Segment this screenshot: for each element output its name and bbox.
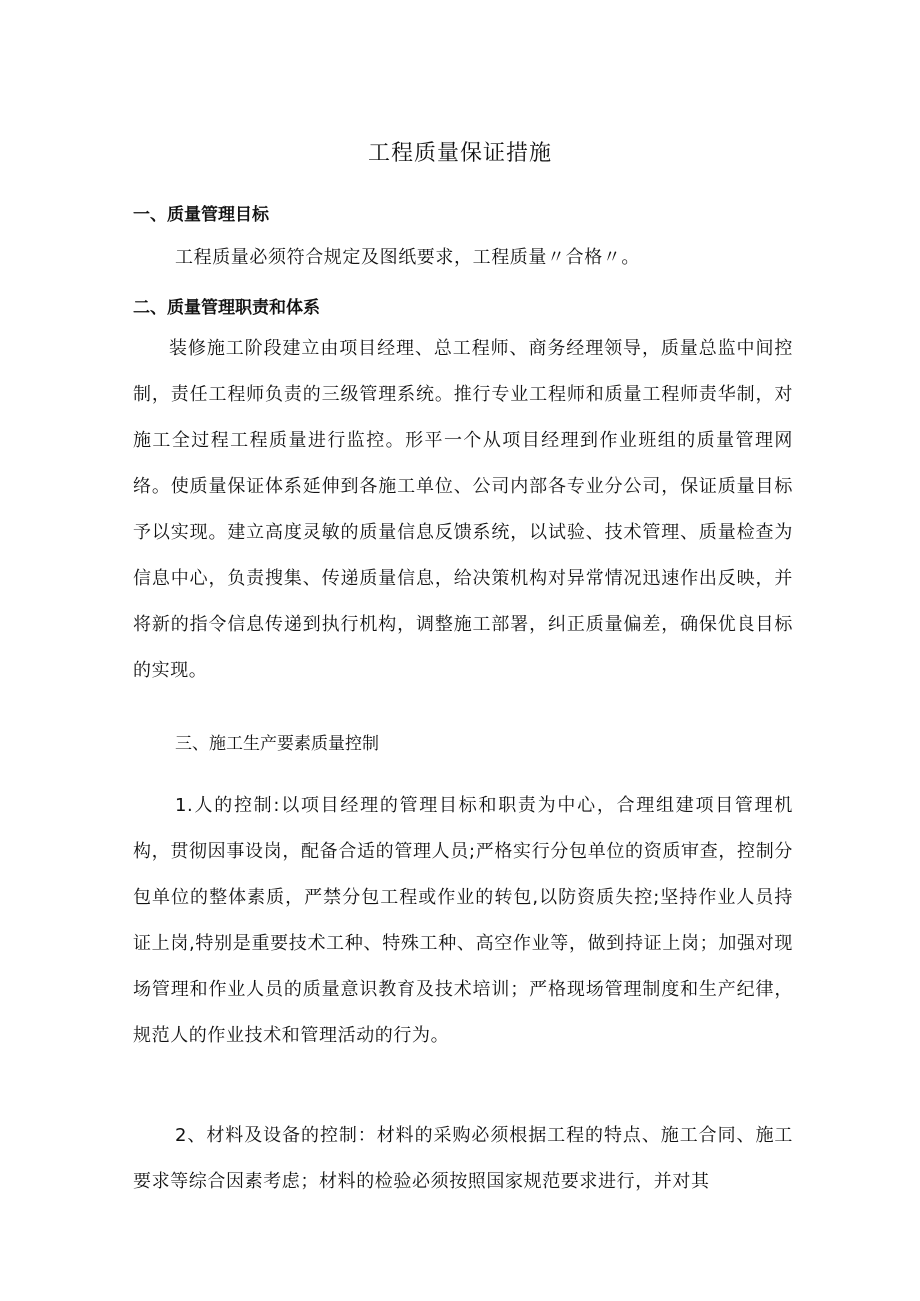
section-3-item-1: 1.人的控制:以项目经理的管理目标和职责为中心，合理组建项目管理机构，贯彻因事设岗，配备合适的管理人员;严格实行分包单位的资质审查，控制分包单位的整体素质，严禁分包工程或作业的转包,以防资质失控;坚持作业人员持证上岗,特别是重要技术工种、特殊工种、高空作业等，做到持证上岗；加强对现场管理和作业人员的质量意识教育及技术培训；严格现场管理制度和生产纪律，规范人的作业技术和管理活动的行为。 — [133, 795, 793, 1046]
section-1-body: 工程质量必须符合规定及图纸要求，工程质量〃合格〃。 — [175, 247, 640, 268]
section-2-heading: 二、质量管理职责和体系 — [133, 298, 320, 318]
section-1-heading: 一、质量管理目标 — [133, 205, 269, 225]
document-title: 工程质量保证措施 — [367, 141, 552, 166]
section-3-item-2: 2、材料及设备的控制：材料的采购必须根据工程的特点、施工合同、施工要求等综合因素考虑；材料的检验必须按照国家规范要求进行，并对其 — [133, 1125, 793, 1192]
section-2-body: 装修施工阶段建立由项目经理、总工程师、商务经理领导，质量总监中间控制，责任工程师负责的三级管理系统。推行专业工程师和质量工程师责华制，对施工全过程工程质量进行监控。形平一个从项目经理到作业班组的质量管理网络。使质量保证体系延伸到各施工单位、公司内部各专业分公司，保证质量目标予以实现。建立高度灵敏的质量信息反馈系统，以试验、技术管理、质量检查为信息中心，负责搜集、传递质量信息，给决策机构对异常情况迅速作出反映，并将新的指令信息传递到执行机构，调整施工部署，纠正质量偏差，确保优良目标的实现。 — [133, 338, 793, 681]
section-3-heading: 三、施工生产要素质量控制 — [175, 734, 379, 754]
